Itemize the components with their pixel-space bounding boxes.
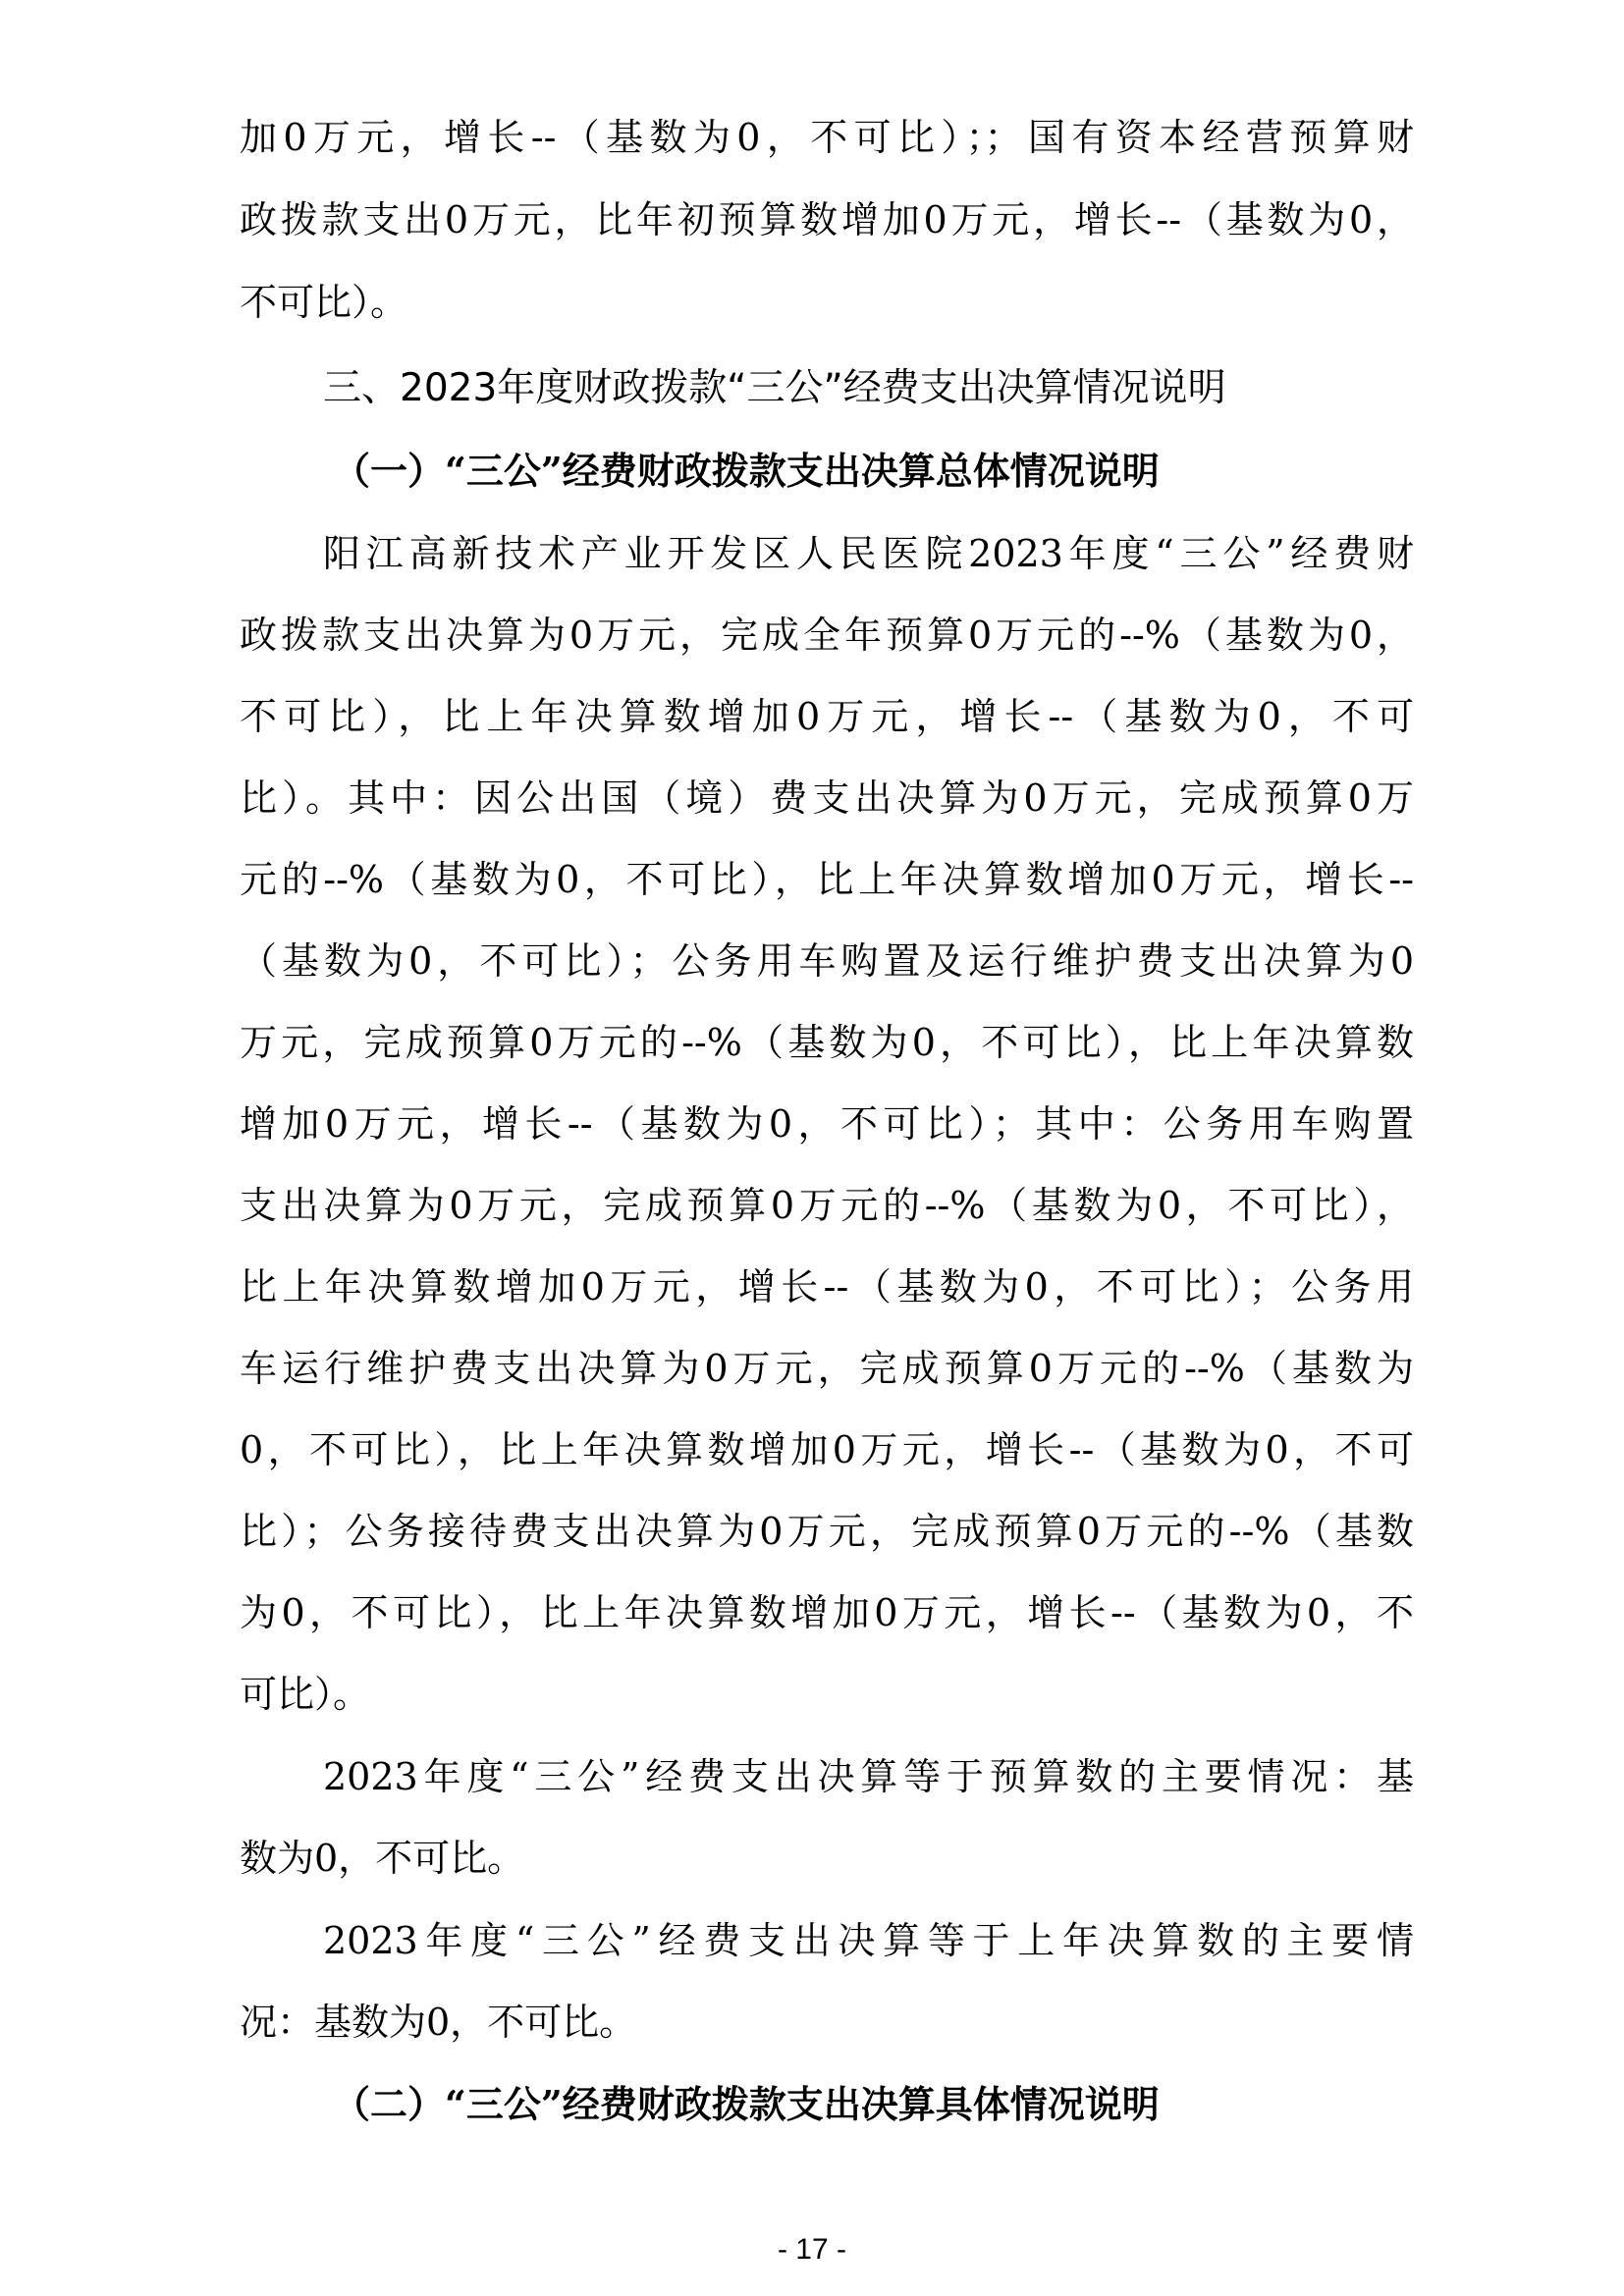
paragraph-line: 数为0，不可比。 [240,1837,525,1880]
paragraph-line: 比）。其中：因公出国（境）费支出决算为0万元，完成预算0万 [240,776,1414,820]
paragraph-line: 况：基数为0，不可比。 [240,2001,637,2044]
paragraph-line: 万元，完成预算0万元的--%（基数为0，不可比），比上年决算数 [240,1021,1414,1064]
paragraph-line: 政拨款支出0万元，比年初预算数增加0万元，增长--（基数为0， [240,198,1414,241]
paragraph-line: 车运行维护费支出决算为0万元，完成预算0万元的--%（基数为 [240,1347,1414,1390]
paragraph-line: 增加0万元，增长--（基数为0，不可比）；其中：公务用车购置 [240,1102,1414,1146]
paragraph-line: 为0，不可比），比上年决算数增加0万元，增长--（基数为0，不 [240,1591,1414,1634]
paragraph-line: 支出决算为0万元，完成预算0万元的--%（基数为0，不可比）， [240,1184,1414,1227]
paragraph-line: 不可比）。 [240,281,408,324]
paragraph-line: 阳江高新技术产业开发区人民医院2023年度“三公”经费财 [323,532,1414,575]
section-heading: 三、2023年度财政拨款“三公”经费支出决算情况说明 [323,366,1226,410]
paragraph-line: 可比）。 [240,1673,371,1716]
page-number: - 17 - [777,2233,847,2266]
subsection-heading: （二）“三公”经费财政拨款支出决算具体情况说明 [333,2082,1160,2126]
paragraph-line: 元的--%（基数为0，不可比），比上年决算数增加0万元，增长-- [240,858,1414,901]
paragraph-line: 0，不可比），比上年决算数增加0万元，增长--（基数为0，不可 [240,1428,1414,1471]
paragraph-line: 不可比），比上年决算数增加0万元，增长--（基数为0，不可 [240,695,1414,738]
subsection-heading: （一）“三公”经费财政拨款支出决算总体情况说明 [333,449,1160,493]
paragraph-line: 比上年决算数增加0万元，增长--（基数为0，不可比）；公务用 [240,1265,1414,1308]
paragraph-line: 政拨款支出决算为0万元，完成全年预算0万元的--%（基数为0， [240,614,1414,657]
paragraph-line: 2023年度“三公”经费支出决算等于预算数的主要情况：基 [323,1755,1414,1798]
paragraph-line: 2023年度“三公”经费支出决算等于上年决算数的主要情 [323,1919,1414,1962]
paragraph-line: 比）；公务接待费支出决算为0万元，完成预算0万元的--%（基数 [240,1510,1414,1553]
paragraph-line: （基数为0，不可比）；公务用车购置及运行维护费支出决算为0 [240,939,1414,983]
paragraph-line: 加0万元，增长--（基数为0，不可比）；；国有资本经营预算财 [240,116,1414,159]
